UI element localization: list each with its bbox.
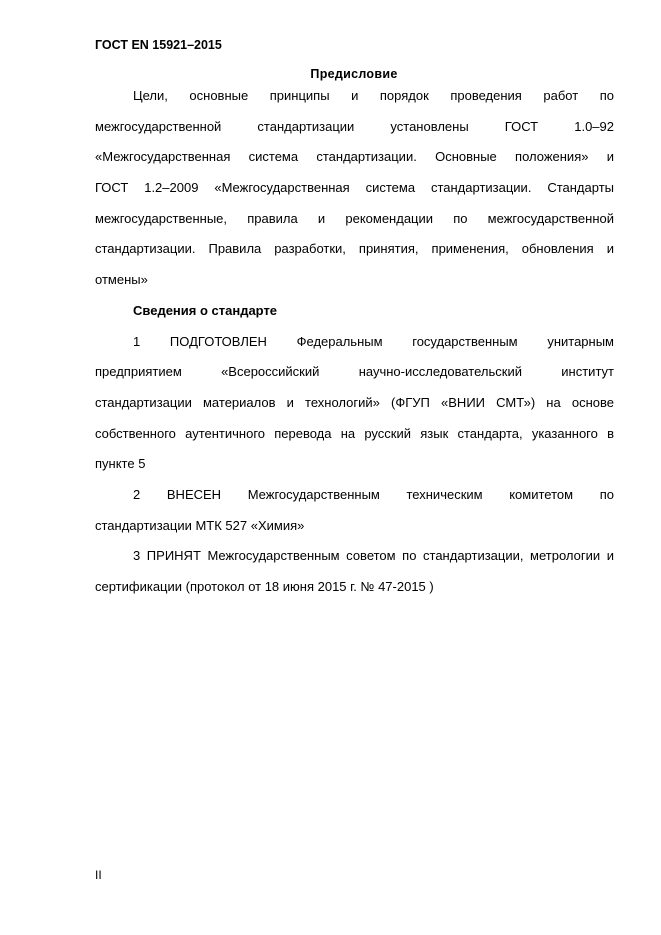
text-line: Цели, основные принципы и порядок проведения работ по (133, 88, 614, 103)
text-line: ГОСТ 1.2–2009 «Межгосударственная система стандартизации. Стандарты (95, 180, 614, 196)
text-line: стандартизации. Правила разработки, принятия, применения, обновления и (95, 241, 614, 257)
text-line: межгосударственной стандартизации установлены ГОСТ 1.0–92 (95, 118, 614, 134)
text-line: пункте 5 (95, 456, 146, 472)
document-header: ГОСТ EN 15921–2015 (95, 38, 222, 52)
text-line: 2 ВНЕСЕН Межгосударственным техническим комитетом по (133, 486, 614, 502)
section-title: Предисловие (310, 67, 398, 81)
page-number: II (95, 868, 102, 882)
text-line: отмены» (95, 272, 148, 288)
text-line: стандартизации МТК 527 «Химия» (95, 517, 305, 533)
document-body (95, 81, 614, 603)
text-line: 1 ПОДГОТОВЛЕН Федеральным государственным унитарным (133, 333, 614, 349)
text-line: стандартизации материалов и технологий» (ФГУП «ВНИИ СМТ») на основе (95, 394, 614, 410)
subsection-heading: Сведения о стандарте (133, 302, 278, 318)
text-line: 3 ПРИНЯТ Межгосударственным советом по стандартизации, метрологии и (133, 548, 614, 564)
text-line: предприятием «Всероссийский научно-исследовательский институт (95, 364, 614, 380)
text-line: собственного аутентичного перевода на русский язык стандарта, указанного в (95, 425, 614, 441)
text-line: «Межгосударственная система стандартизации. Основные положения» и (95, 149, 614, 165)
text-line: сертификации (протокол от 18 июня 2015 г. № 47-2015 ) (95, 579, 434, 594)
text-line: межгосударственные, правила и рекомендации по межгосударственной (95, 210, 614, 226)
